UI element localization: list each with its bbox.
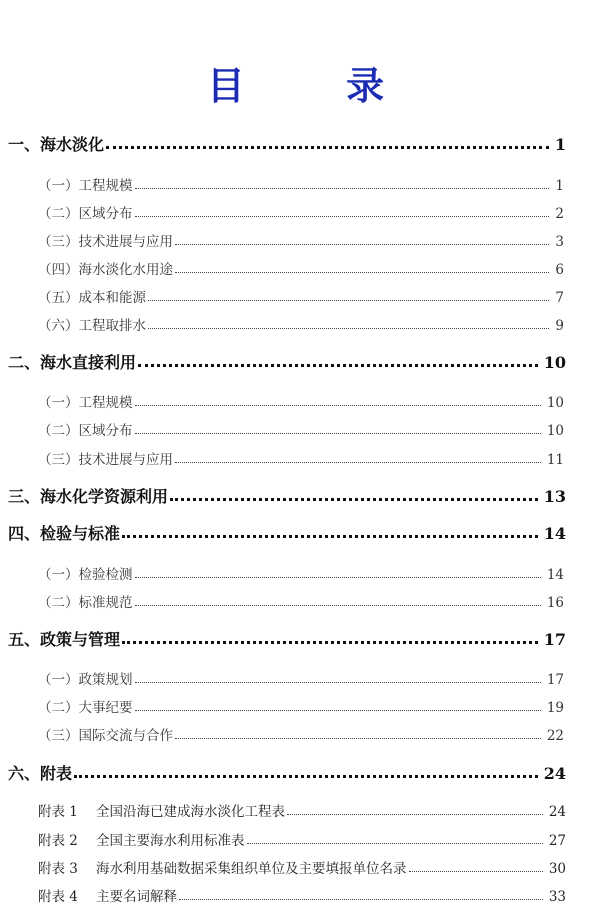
- leader-dots: [122, 535, 538, 538]
- toc-page: 19: [546, 700, 564, 716]
- toc-page: 10: [546, 395, 564, 411]
- toc-section-4-2[interactable]: [38, 591, 564, 611]
- toc-label: （四）海水淡化水用途: [38, 262, 173, 278]
- toc-page: 30: [548, 861, 566, 877]
- toc-page: 9: [555, 318, 564, 334]
- leader-dots: [148, 300, 549, 301]
- toc-section-1-6[interactable]: [38, 314, 564, 334]
- toc-label: （一）检验检测: [38, 567, 133, 583]
- toc-label: 二、海水直接利用: [8, 353, 137, 372]
- toc-label: 海水利用基础数据采集组织单位及主要填报单位名录: [96, 861, 407, 877]
- toc-page: 33: [548, 889, 566, 905]
- leader-dots: [175, 738, 541, 739]
- leader-dots: [175, 244, 549, 245]
- toc-section-5-1[interactable]: [38, 668, 564, 688]
- toc-label: （一）政策规划: [38, 672, 133, 688]
- toc-section-2-2[interactable]: [38, 419, 564, 439]
- toc-page: 7: [555, 290, 564, 306]
- leader-dots: [135, 405, 541, 406]
- toc-page: 17: [546, 672, 564, 688]
- toc-page: 24: [548, 804, 566, 820]
- toc-appendix-2[interactable]: [38, 829, 566, 849]
- toc-section-2-1[interactable]: [38, 391, 564, 411]
- toc-page: 2: [555, 206, 564, 222]
- leader-dots: [247, 843, 543, 844]
- toc-chapter-4[interactable]: [8, 521, 566, 544]
- toc-label: （三）国际交流与合作: [38, 728, 173, 744]
- toc-page: 14: [546, 567, 564, 583]
- toc-section-1-3[interactable]: [38, 230, 564, 250]
- toc-label: （六）工程取排水: [38, 318, 146, 334]
- leader-dots: [175, 272, 549, 273]
- toc-page: 6: [555, 262, 564, 278]
- leader-dots: [170, 498, 538, 501]
- page-title: 目 录: [206, 63, 429, 108]
- appendix-number: 附表 2: [38, 833, 78, 849]
- leader-dots: [138, 364, 538, 367]
- toc-label: （二）区域分布: [38, 423, 133, 439]
- leader-dots: [175, 462, 541, 463]
- appendix-number: 附表 4: [38, 889, 78, 905]
- toc-page: 22: [546, 728, 564, 744]
- toc-label: （二）大事纪要: [38, 700, 133, 716]
- toc-section-4-1[interactable]: [38, 563, 564, 583]
- toc-label: 全国主要海水利用标准表: [96, 833, 245, 849]
- toc-chapter-5[interactable]: [8, 627, 566, 650]
- toc-page: 11: [546, 452, 564, 468]
- toc-label: （三）技术进展与应用: [38, 452, 173, 468]
- leader-dots: [287, 814, 543, 815]
- toc-page: 1: [554, 135, 566, 154]
- toc-page: 17: [543, 630, 566, 649]
- toc-section-5-2[interactable]: [38, 696, 564, 716]
- toc-chapter-6[interactable]: [8, 761, 566, 784]
- leader-dots: [106, 146, 549, 149]
- toc-page: 10: [546, 423, 564, 439]
- toc-label: （二）标准规范: [38, 595, 133, 611]
- toc-label: 三、海水化学资源利用: [8, 487, 169, 506]
- leader-dots: [122, 641, 538, 644]
- leader-dots: [135, 605, 541, 606]
- toc-appendix-1[interactable]: [38, 800, 566, 820]
- toc-page: 16: [546, 595, 564, 611]
- toc-chapter-2[interactable]: [8, 350, 566, 373]
- toc-appendix-3[interactable]: [38, 857, 566, 877]
- toc-label: 一、海水淡化: [8, 135, 105, 154]
- toc-label: （一）工程规模: [38, 395, 133, 411]
- toc-page: 13: [543, 487, 566, 506]
- toc-page: 24: [543, 764, 566, 783]
- toc-label: 四、检验与标准: [8, 524, 121, 543]
- toc-label: 六、附表: [8, 764, 73, 783]
- toc-section-5-3[interactable]: [38, 724, 564, 744]
- toc-page: 3: [555, 234, 564, 250]
- toc-label: 主要名词解释: [96, 889, 177, 905]
- toc-chapter-3[interactable]: [8, 484, 566, 507]
- toc-section-1-1[interactable]: [38, 174, 564, 194]
- toc-label: （一）工程规模: [38, 178, 133, 194]
- leader-dots: [148, 328, 549, 329]
- toc-section-1-2[interactable]: [38, 202, 564, 222]
- leader-dots: [135, 188, 550, 189]
- toc-page: 1: [555, 178, 564, 194]
- leader-dots: [74, 775, 538, 778]
- toc-appendix-4[interactable]: [38, 885, 566, 905]
- toc-label: 全国沿海已建成海水淡化工程表: [96, 804, 285, 820]
- toc-page: 14: [543, 524, 566, 543]
- toc-page: 10: [543, 353, 566, 372]
- leader-dots: [135, 216, 550, 217]
- leader-dots: [179, 899, 543, 900]
- appendix-number: 附表 1: [38, 804, 78, 820]
- toc-label: （二）区域分布: [38, 206, 133, 222]
- appendix-number: 附表 3: [38, 861, 78, 877]
- toc-section-2-3[interactable]: [38, 448, 564, 468]
- leader-dots: [409, 871, 543, 872]
- leader-dots: [135, 577, 541, 578]
- leader-dots: [135, 682, 541, 683]
- toc-label: 五、政策与管理: [8, 630, 121, 649]
- toc-section-1-4[interactable]: [38, 258, 564, 278]
- leader-dots: [135, 433, 541, 434]
- toc-page: 27: [548, 833, 566, 849]
- toc-section-1-5[interactable]: [38, 286, 564, 306]
- toc-label: （三）技术进展与应用: [38, 234, 173, 250]
- leader-dots: [135, 710, 541, 711]
- toc-chapter-1[interactable]: [8, 132, 566, 155]
- toc-label: （五）成本和能源: [38, 290, 146, 306]
